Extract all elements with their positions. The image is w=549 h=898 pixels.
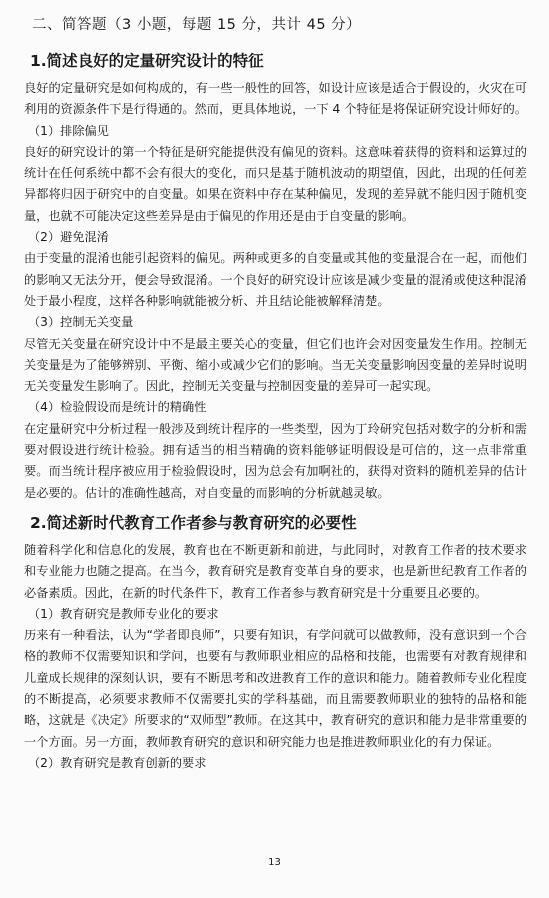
question-1-intro: 良好的定量研究是如何构成的，有一些一般性的回答，如设计应该是适合于假设的，火灾在可利用的资源条件下是行得通的。然而，更具体地说，一下 4 个特征是将保证研究设计师好的。 <box>24 81 528 117</box>
q1-item-2-text: 由于变量的混淆也能引起资料的偏见。两种或更多的自变量或其他的变量混合在一起，而他们的影响又无法分开，便会导致混淆。一个良好的研究设计应该是减少变量的混淆或使这种混淆处于最小程度，这样各种影响就能被分析、并且结论能被解释清楚。 <box>24 251 527 308</box>
question-1-title: 1.简述良好的定量研究设计的特征 <box>30 52 264 70</box>
page-number: 13 <box>268 857 281 868</box>
q1-item-3-heading: （3）控制无关变量 <box>28 315 134 330</box>
q2-item-1-text: 历来有一种看法，认为“学者即良师”，只要有知识，有学问就可以做教师，没有意识到一个合格的教师不仅需要知识和学问，也要有与教师职业相应的品格和技能，也需要有对教育规律和儿童成长规律的深刻认识，要有不断思考和改进教育工作的意识和能力。随着教师专业化程度的不断提高，必须要求教师不仅需要扎实的学科基础，而且需要教师职业的独特的品格和能略，这就是《决定》所要求的“双师型”教师。在这其中，教育研究的意识和能力是非常重要的一个方面。另一方面，教师教育研究的意识和研究能力也是推进教师职业化的有力保证。 <box>24 628 527 749</box>
section-header: 二、简答题（3 小题，每题 15 分，共计 45 分） <box>32 17 362 33</box>
q1-item-4-text: 在定量研究中分析过程一般涉及到统计程序的一些类型，因为丁玲研究包括对数字的分析和需要对假设进行统计检验。拥有适当的相当精确的资料能够证明假设是可信的，这一点非常重要。而当统计程序被应用于检验假设时，因为总会有加啊社的，获得对资料的随机差异的估计是必要的。估计的准确性越高，对自变量的而影响的分析就越灵敏。 <box>24 421 527 500</box>
q1-item-1-text: 良好的研究设计的第一个特征是研究能提供没有偏见的资料。这意味着获得的资料和运算过的统计在任何系统中都不会有很大的变化，而只是基于随机波动的期望值，因此，出现的任何差异都将归因于研究中的自变量。如果在资料中存在某种偏见，发现的差异就不能归因于随机变量，也就不可能决定这些差异是由于偏见的作用还是由于自变量的影响。 <box>24 144 527 223</box>
q2-item-1-heading: （1）教育研究是教师专业化的要求 <box>28 606 219 621</box>
q1-item-2-heading: （2）避免混淆 <box>28 230 109 245</box>
q2-item-2-heading: （2）教育研究是教育创新的要求 <box>28 755 207 770</box>
question-2-intro: 随着科学化和信息化的发展，教育也在不断更新和前进，与此同时，对教育工作者的技术要求和专业能力也随之提高。在当今，教育研究是教育变革自身的要求，也是新世纪教育工作者的必备素质。因此，在新的时代条件下，教育工作者参与教育研究是十分重要且必要的。 <box>24 542 527 600</box>
q1-item-3-text: 尽管无关变量在研究设计中不是最主要关心的变量，但它们也许会对因变量发生作用。控制无关变量是为了能够辨别、平衡、缩小或减少它们的影响。当无关变量影响因变量的差异时说明无关变量发生影响了。因此，控制无关变量与控制因变量的差异可一起实现。 <box>24 336 527 394</box>
q1-item-4-heading: （4）检验假设而是统计的精确性 <box>28 400 207 415</box>
q1-item-1-heading: （1）排除偏见 <box>28 123 109 138</box>
question-2-title: 2.简述新时代教育工作者参与教育研究的必要性 <box>30 513 357 532</box>
spacer <box>24 504 527 512</box>
